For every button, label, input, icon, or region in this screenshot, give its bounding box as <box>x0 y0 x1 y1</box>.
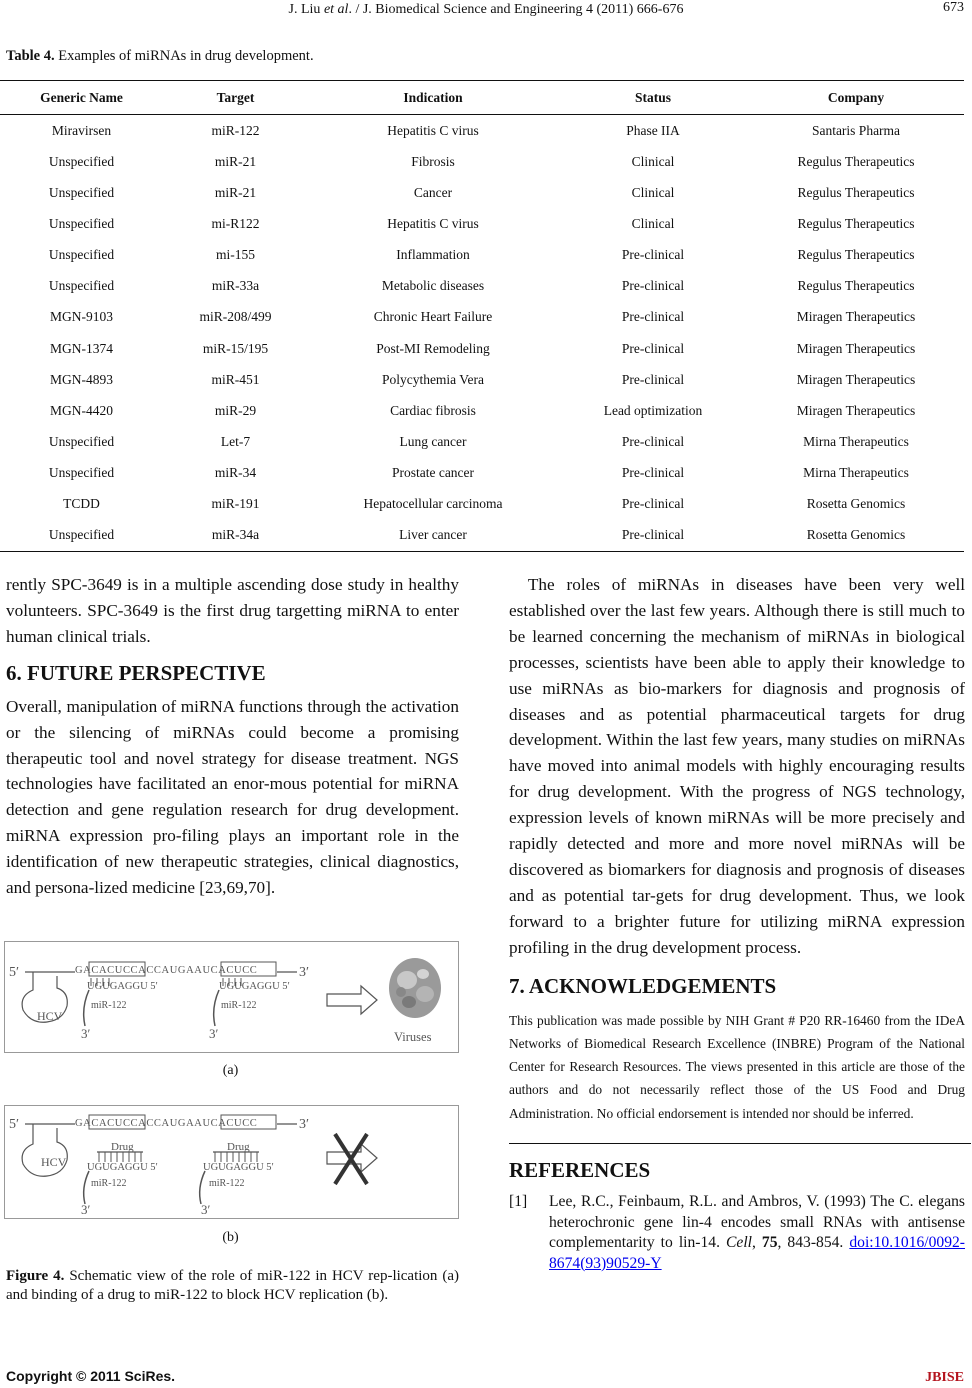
cell-indication: Fibrosis <box>411 153 455 169</box>
cell-company: Regulus Therapeutics <box>797 184 915 200</box>
cell-indication: Hepatitis C virus <box>387 122 479 138</box>
cell-indication: Hepatocellular carcinoma <box>363 496 503 512</box>
cell-company: Miragen Therapeutics <box>796 402 916 418</box>
table-row <box>0 146 964 177</box>
drug-bound-mir122-1 <box>81 1141 158 1217</box>
cell-indication: Hepatitis C virus <box>387 215 479 231</box>
cell-indication: Prostate cancer <box>391 465 475 481</box>
svg-text:3′: 3′ <box>209 1026 219 1041</box>
table-row <box>0 115 964 147</box>
cell-indication: Lung cancer <box>399 433 467 449</box>
hcv-label: HCV <box>37 1009 63 1023</box>
references-title: REFERENCES <box>509 1158 651 1183</box>
table-row <box>0 208 964 239</box>
cell-status: Lead optimization <box>603 402 703 418</box>
cell-company: Miragen Therapeutics <box>796 371 916 387</box>
table-caption <box>6 48 314 65</box>
svg-text:miR-122: miR-122 <box>209 1178 245 1189</box>
reference-1-number: [1] <box>509 1193 528 1211</box>
col-header-company: Company <box>748 81 964 115</box>
table-row <box>0 271 964 302</box>
table-row <box>0 520 964 552</box>
cell-generic-name: TCDD <box>63 496 100 512</box>
cell-target: miR-122 <box>211 122 260 138</box>
table-row <box>0 364 964 395</box>
cell-generic-name: MGN-4893 <box>50 371 113 387</box>
references-divider <box>509 1143 971 1144</box>
table-caption-label: Table 4. <box>6 48 55 64</box>
cell-company: Santaris Pharma <box>811 122 901 138</box>
cell-company: Miragen Therapeutics <box>796 340 916 356</box>
table-header-row <box>0 81 964 115</box>
reference-1-doi-link[interactable]: doi:10.1016/0092-8674(93)90529-Y <box>549 1234 965 1272</box>
cell-indication: Metabolic diseases <box>381 278 485 294</box>
cell-company: Rosetta Genomics <box>806 496 906 512</box>
cell-target: miR-208/499 <box>199 309 272 325</box>
section-7-title: 7. ACKNOWLEDGEMENTS <box>509 973 777 998</box>
left-para-1: rently SPC-3649 is in a multiple ascending dose study in healthy volunteers. SPC-3649 is the first drug targetting miRNA to enter human clinical trials. <box>6 575 459 646</box>
cell-company: Mirna Therapeutics <box>803 433 909 449</box>
svg-text:miR-122: miR-122 <box>221 1000 257 1011</box>
cell-company: Regulus Therapeutics <box>797 153 915 169</box>
running-header <box>0 2 972 24</box>
table-row <box>0 333 964 364</box>
cell-company: Regulus Therapeutics <box>797 278 915 294</box>
cell-status: Pre-clinical <box>621 340 685 356</box>
five-prime-label: 5′ <box>9 965 20 980</box>
svg-text:Drug: Drug <box>227 1141 250 1153</box>
hcv-sequence-b: GACACUCCACCAUGAAUCACUCC <box>75 1118 258 1129</box>
arrow-icon <box>327 986 377 1014</box>
left-para-2: Overall, manipulation of miRNA functions through the activation or the silencing of miRNAs could become a promising therapeutic tool and novel strategy for disease treatment. NGS technologies have facilitated an enor-mous potential for miRNA detection and gene regulation research for drug development. miRNA expression pro-filing plays an important role in the identification of new therapeutic strategies, clinical diagnostics, and persona-lized medicine [23,69,70]. <box>6 696 459 898</box>
col-header-indication: Indication <box>308 81 558 115</box>
svg-text:miR-122: miR-122 <box>91 1000 127 1011</box>
cell-generic-name: Unspecified <box>48 465 115 481</box>
cell-company: Miragen Therapeutics <box>796 309 916 325</box>
acknowledgements-text: This publication was made possible by NIH Grant # P20 RR-16460 from the IDeA Networks of Biomedical Research Excellence (INBRE) Program of the National Center for Research Resources. The views presented in this article are those of the authors and do not necessarily reflect those of the US Food and Drug Administration. No official endorsement is intended nor should be inferred. <box>509 1012 965 1121</box>
table-body <box>0 115 964 552</box>
cell-indication: Cancer <box>413 184 453 200</box>
cell-status: Pre-clinical <box>621 247 685 263</box>
svg-text:UGUGAGGU 5′: UGUGAGGU 5′ <box>87 1162 158 1173</box>
svg-text:3′: 3′ <box>81 1026 91 1041</box>
figure-4b-label: (b) <box>222 1230 239 1245</box>
figure-caption <box>6 1267 459 1305</box>
svg-text:3′: 3′ <box>299 1117 310 1132</box>
cell-target: miR-33a <box>211 278 260 294</box>
footer-journal: JBISE <box>925 1370 964 1385</box>
svg-text:UGUGAGGU 5′: UGUGAGGU 5′ <box>219 981 290 992</box>
reference-1: [1] Lee, R.C., Feinbaum, R.L. and Ambros, V. (1993) The C. elegans heterochronic gene lin-4 encodes small RNAs with antisense complementarity to lin-14. Cell, 75, 843-854. doi:10.1016/0092-8674(93)90529-Y <box>509 1193 965 1272</box>
cell-indication: Inflammation <box>396 247 470 263</box>
right-para-1: The roles of miRNAs in diseases have been very well established over the last few years. Although there is still much to be learned concerning the mechanism of miRNAs in biological processes, scientists have been able to apply their knowledge to use miRNAs as bio-markers for diagnosis and prognosis of diseases and as potential pharmaceutical targets for drug development. Within the last few years, many studies on miRNAs have moved into animal models with highly encouraging results for drug development. With the progress of NGS technology, expression levels of known miRNAs will be more precisely and rapidly detected and more and more novel miRNAs will be discovered as biomarkers for diagnosis and prognosis of diseases and as potential tar-gets for drug development. Thus, we look forward to a brighter future for utilizing miRNA expression profiling in the drug development process. <box>509 575 965 957</box>
col-header-target: Target <box>163 81 308 115</box>
cell-indication: Post-MI Remodeling <box>376 340 490 356</box>
table-row <box>0 426 964 457</box>
mir122-duplex-1 <box>81 978 158 1041</box>
cell-target: miR-451 <box>211 371 260 387</box>
right-column <box>509 572 965 1274</box>
page-number: 673 <box>943 0 964 15</box>
cell-target: miR-34 <box>214 465 257 481</box>
svg-text:miR-122: miR-122 <box>91 1178 127 1189</box>
cell-status: Clinical <box>631 153 675 169</box>
figure-4a-diagram <box>5 942 458 1052</box>
table-row <box>0 489 964 520</box>
cell-generic-name: MGN-9103 <box>50 309 113 325</box>
svg-text:3′: 3′ <box>201 1202 211 1217</box>
cell-company: Rosetta Genomics <box>748 520 964 552</box>
cell-status: Pre-clinical <box>621 465 685 481</box>
cell-target: miR-15/195 <box>202 340 269 356</box>
cell-status: Pre-clinical <box>621 278 685 294</box>
cell-generic-name: Miravirsen <box>51 122 112 138</box>
figure-caption-label: Figure 4. <box>6 1268 65 1284</box>
footer-copyright: Copyright © 2011 SciRes. <box>6 1368 176 1384</box>
cell-indication: Chronic Heart Failure <box>373 309 493 325</box>
cell-target: miR-21 <box>214 184 257 200</box>
table-row <box>0 177 964 208</box>
cell-status: Pre-clinical <box>621 496 685 512</box>
virus-particles-icon <box>389 958 441 1018</box>
cell-generic-name: MGN-4420 <box>50 402 113 418</box>
svg-text:UGUGAGGU 5′: UGUGAGGU 5′ <box>87 981 158 992</box>
header-citation: J. Liu et al. / J. Biomedical Science and Engineering 4 (2011) 666-676 <box>288 2 684 17</box>
header-et-al: et al <box>323 2 349 17</box>
page-footer <box>0 1364 972 1388</box>
cell-generic-name: Unspecified <box>48 215 115 231</box>
cell-indication: Polycythemia Vera <box>381 371 485 387</box>
cell-status: Pre-clinical <box>621 309 685 325</box>
cell-status: Pre-clinical <box>621 371 685 387</box>
cell-company: Regulus Therapeutics <box>797 247 915 263</box>
drug-table <box>0 80 964 552</box>
cell-status: Clinical <box>631 184 675 200</box>
table-row <box>0 395 964 426</box>
three-prime-label: 3′ <box>299 965 310 980</box>
svg-text:5′: 5′ <box>9 1117 20 1132</box>
svg-text:UGUGAGGU 5′: UGUGAGGU 5′ <box>203 1162 274 1173</box>
cell-status: Phase IIA <box>626 122 680 138</box>
cell-target: miR-34a <box>163 520 308 552</box>
table-row <box>0 458 964 489</box>
table-row <box>0 240 964 271</box>
cell-target: mi-R122 <box>211 215 260 231</box>
cell-target: Let-7 <box>220 433 251 449</box>
figure-4a <box>4 941 459 1053</box>
cell-generic-name: Unspecified <box>48 247 115 263</box>
table-caption-text: Examples of miRNAs in drug development. <box>54 48 314 64</box>
svg-text:3′: 3′ <box>81 1202 91 1217</box>
left-column <box>6 572 459 901</box>
hcv-sequence: GACACUCCACCAUGAAUCACUCC <box>75 965 258 976</box>
cell-target: miR-191 <box>211 496 260 512</box>
col-header-status: Status <box>558 81 748 115</box>
drug-bound-mir122-2 <box>200 1141 274 1217</box>
cell-generic-name: Unspecified <box>48 278 115 294</box>
mir122-duplex-2 <box>209 978 290 1041</box>
figure-4b <box>4 1105 459 1219</box>
svg-text:HCV: HCV <box>41 1155 67 1169</box>
figure-caption-text: Schematic view of the role of miR-122 in HCV rep-lication (a) and binding of a drug to miR-122 to block HCV replication (b). <box>6 1268 459 1303</box>
figure-4b-diagram <box>5 1106 458 1218</box>
cell-indication: Cardiac fibrosis <box>390 402 476 418</box>
cell-company: Regulus Therapeutics <box>797 215 915 231</box>
cell-target: mi-155 <box>216 247 255 263</box>
cell-generic-name: Unspecified <box>48 184 115 200</box>
cell-target: miR-29 <box>214 402 257 418</box>
svg-text:Drug: Drug <box>111 1141 134 1153</box>
cell-status: Pre-clinical <box>558 520 748 552</box>
cell-indication: Liver cancer <box>308 520 558 552</box>
cell-company: Mirna Therapeutics <box>803 465 909 481</box>
cell-status: Pre-clinical <box>621 433 685 449</box>
cell-target: miR-21 <box>214 153 257 169</box>
cell-generic-name: Unspecified <box>0 520 163 552</box>
table-row <box>0 302 964 333</box>
figure-4a-label: (a) <box>222 1063 239 1078</box>
cell-status: Clinical <box>631 215 675 231</box>
cell-generic-name: MGN-1374 <box>50 340 113 356</box>
section-6-title: 6. FUTURE PERSPECTIVE <box>6 660 266 685</box>
col-header-generic-name: Generic Name <box>0 81 163 115</box>
viruses-label: Viruses <box>394 1030 432 1044</box>
cell-generic-name: Unspecified <box>48 433 115 449</box>
cell-generic-name: Unspecified <box>48 153 115 169</box>
